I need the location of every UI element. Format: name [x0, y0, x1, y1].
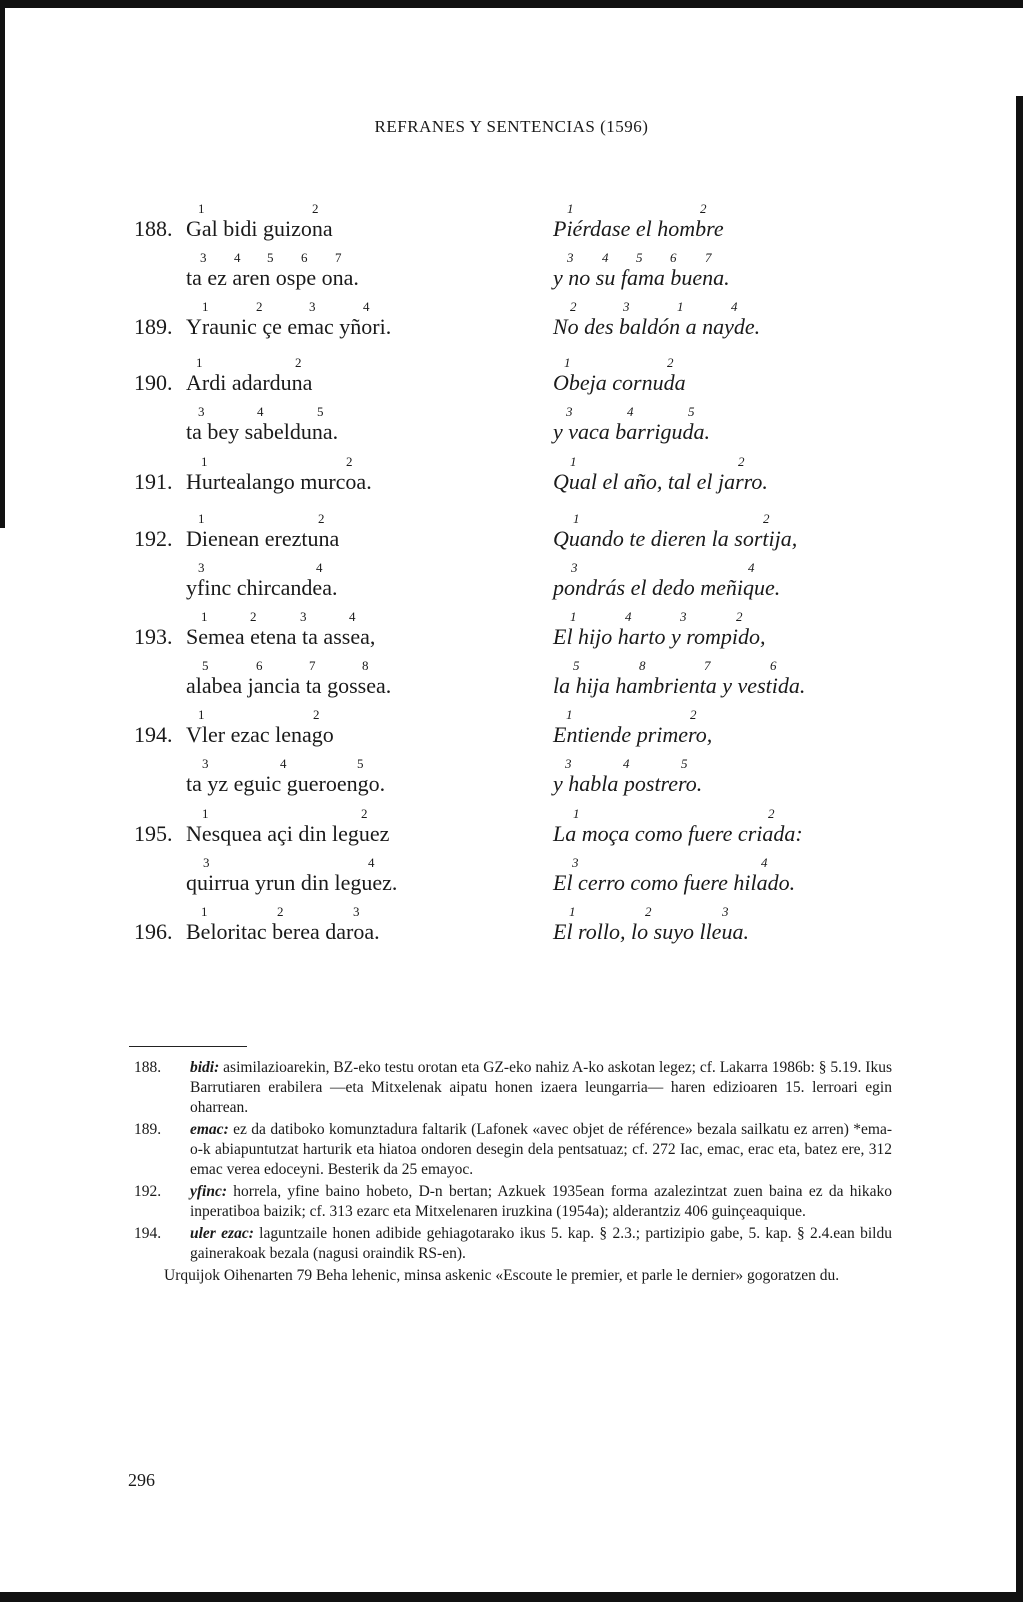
word-order-numbers [186, 659, 391, 673]
spanish-verse-text: No des baldón a nayde. [553, 314, 761, 339]
spanish-verse-text: Obeja cornuda [553, 370, 686, 395]
word-order-number: 7 [704, 658, 711, 673]
word-order-number: 2 [763, 511, 770, 526]
basque-verse-line [186, 202, 333, 242]
word-order-number: 7 [335, 250, 342, 265]
basque-verse-line [186, 455, 372, 495]
spanish-verse-line [553, 405, 710, 445]
word-order-numbers [553, 856, 795, 870]
spanish-verse-text: Quando te dieren la sortija, [553, 526, 798, 551]
word-order-number: 4 [623, 756, 630, 771]
word-order-number: 1 [202, 806, 209, 821]
spanish-verse-line [553, 905, 749, 945]
word-order-number: 3 [565, 756, 572, 771]
basque-verse-text: ta bey sabelduna. [186, 419, 339, 444]
basque-verse-text: Hurtealango murcoa. [186, 469, 372, 494]
spanish-verse-text: pondrás el dedo meñique. [553, 575, 781, 600]
word-order-number: 6 [256, 658, 263, 673]
footnote-text: laguntzaile honen adibide gehiagotarako ikus 5. kap. § 2.3.; partizipio gabe, 5. kap. § 2.4.ean bildu gainerakoak bezala (nagusi oraindik RS-en). [190, 1225, 892, 1262]
word-order-numbers [553, 356, 686, 370]
basque-verse-text: yfinc chircandea. [186, 575, 338, 600]
word-order-number: 3 [300, 609, 307, 624]
word-order-numbers [186, 807, 389, 821]
proverb-number: 196. [134, 919, 173, 944]
word-order-number: 2 [318, 511, 325, 526]
word-order-number: 2 [738, 454, 745, 469]
proverb-number: 188. [134, 216, 173, 241]
word-order-number: 4 [316, 560, 323, 575]
footnote-number: 189. [134, 1121, 162, 1138]
basque-verse-text: Nesquea açi din leguez [186, 821, 390, 846]
word-order-numbers [186, 202, 333, 216]
basque-verse-line [186, 757, 385, 797]
basque-verse-text: Ardi adarduna [186, 370, 313, 395]
word-order-number: 1 [564, 355, 571, 370]
footnote-term: emac: [190, 1121, 229, 1138]
word-order-number: 4 [234, 250, 241, 265]
basque-verse-line [186, 708, 334, 748]
word-order-number: 1 [201, 454, 208, 469]
proverb-number: 194. [134, 722, 173, 747]
word-order-number: 3 [202, 756, 209, 771]
footnote [134, 1182, 892, 1222]
word-order-number: 5 [357, 756, 364, 771]
scan-border-bottom [0, 1592, 1023, 1602]
word-order-number: 3 [722, 904, 729, 919]
word-order-numbers [186, 300, 391, 314]
word-order-number: 5 [202, 658, 209, 673]
basque-verse-line [186, 405, 338, 445]
word-order-number: 5 [573, 658, 580, 673]
proverb-number: 191. [134, 469, 173, 494]
word-order-number: 2 [277, 904, 284, 919]
word-order-number: 5 [267, 250, 274, 265]
basque-verse-text: Vler ezac lenago [186, 722, 334, 747]
word-order-number: 3 [309, 299, 316, 314]
spanish-verse-line [553, 300, 760, 340]
footnote [134, 1058, 892, 1118]
basque-verse-line [186, 251, 359, 291]
spanish-verse-text: El rollo, lo suyo lleua. [553, 919, 749, 944]
word-order-number: 3 [571, 560, 578, 575]
footnote-text: asimilazioarekin, BZ-eko testu orotan eta GZ-eko nahiz A-ko askotan legez; cf. Lakarra 1986b: § 5.19. Ikus Barrutiaren erabilera —eta Mitxelenak aipatu honen izaera leungarria— haren edizioaren 15. lerroari egin oharrean. [190, 1059, 892, 1116]
word-order-numbers [553, 202, 724, 216]
word-order-numbers [186, 757, 385, 771]
proverb-number: 193. [134, 624, 173, 649]
proverb-number: 189. [134, 314, 173, 339]
word-order-numbers [186, 512, 339, 526]
word-order-number: 2 [768, 806, 775, 821]
word-order-number: 2 [570, 299, 577, 314]
word-order-number: 6 [770, 658, 777, 673]
word-order-numbers [553, 512, 797, 526]
footnote [134, 1224, 892, 1264]
word-order-number: 2 [312, 201, 319, 216]
word-order-number: 2 [346, 454, 353, 469]
spanish-verse-line [553, 512, 797, 552]
word-order-number: 1 [573, 806, 580, 821]
word-order-number: 3 [623, 299, 630, 314]
basque-verse-line [186, 561, 337, 601]
basque-verse-text: Beloritac berea daroa. [186, 919, 380, 944]
word-order-number: 4 [368, 855, 375, 870]
word-order-number: 1 [201, 904, 208, 919]
spanish-verse-text: Qual el año, tal el jarro. [553, 469, 768, 494]
spanish-verse-text: y vaca barriguda. [553, 419, 711, 444]
spanish-verse-line [553, 708, 712, 748]
spanish-verse-text: y no su fama buena. [553, 265, 730, 290]
word-order-numbers [553, 405, 710, 419]
word-order-number: 1 [677, 299, 684, 314]
word-order-number: 5 [681, 756, 688, 771]
word-order-numbers [186, 405, 338, 419]
word-order-number: 4 [731, 299, 738, 314]
spanish-verse-line [553, 455, 768, 495]
word-order-number: 4 [257, 404, 264, 419]
footnote-number: 192. [134, 1183, 162, 1200]
word-order-numbers [186, 856, 397, 870]
word-order-number: 4 [602, 250, 609, 265]
proverb-number: 192. [134, 526, 173, 551]
word-order-number: 1 [196, 355, 203, 370]
basque-verse-line [186, 610, 375, 650]
word-order-number: 2 [295, 355, 302, 370]
word-order-numbers [553, 659, 805, 673]
basque-verse-text: Dienean ereztuna [186, 526, 340, 551]
word-order-number: 7 [705, 250, 712, 265]
basque-verse-text: ta yz eguic gueroengo. [186, 771, 386, 796]
word-order-number: 2 [700, 201, 707, 216]
word-order-number: 4 [349, 609, 356, 624]
word-order-numbers [186, 708, 334, 722]
running-header: REFRANES Y SENTENCIAS (1596) [374, 117, 649, 136]
word-order-number: 6 [301, 250, 308, 265]
footnote-number: 194. [134, 1225, 162, 1242]
footnote-text: horrela, yfine baino hobeto, D-n bertan; Azkuek 1935ean forma azalezintzat zuen baina ez da hikako inperatiboa baizik; cf. 313 ezarc eta Mitxelenaren iruzkina (1954a); alderantziz 406 guinçeaquique. [190, 1183, 892, 1220]
word-order-number: 4 [625, 609, 632, 624]
spanish-verse-line [553, 610, 765, 650]
word-order-number: 1 [567, 201, 574, 216]
basque-verse-line [186, 856, 397, 896]
proverb-number: 195. [134, 821, 173, 846]
word-order-numbers [186, 610, 375, 624]
word-order-number: 1 [202, 299, 209, 314]
word-order-numbers [186, 561, 337, 575]
footnote-rule [129, 1046, 247, 1047]
word-order-number: 1 [570, 454, 577, 469]
basque-verse-line [186, 300, 391, 340]
word-order-number: 3 [203, 855, 210, 870]
footnote [134, 1120, 892, 1180]
basque-verse-text: Gal bidi guizona [186, 216, 333, 241]
spanish-verse-text: y habla postrero. [553, 771, 703, 796]
word-order-numbers [553, 905, 749, 919]
basque-verse-line [186, 807, 389, 847]
word-order-numbers [553, 610, 765, 624]
word-order-number: 1 [570, 609, 577, 624]
word-order-number: 1 [201, 609, 208, 624]
word-order-numbers [186, 251, 359, 265]
basque-verse-text: Semea etena ta assea, [186, 624, 376, 649]
word-order-number: 3 [566, 404, 573, 419]
word-order-number: 3 [198, 560, 205, 575]
spanish-verse-line [553, 659, 805, 699]
word-order-number: 2 [361, 806, 368, 821]
footnote-term: bidi: [190, 1059, 220, 1076]
footnote-text: ez da datiboko komunztadura faltarik (Lafonek «avec objet de référence» bezala sailkatu ez arren) *ema-o-k abiapuntutzat harturik eta hiatoa ondoren desegin dela pentsatuaz; cf. 272 Iac, emac, erac eta, batez ere, 312 emac verea edoceyni. Besterik da 25 emayoc. [190, 1121, 892, 1178]
word-order-number: 1 [573, 511, 580, 526]
footnotes [134, 1058, 892, 1288]
word-order-number: 3 [567, 250, 574, 265]
basque-verse-line [186, 659, 391, 699]
scan-border-left [0, 8, 5, 528]
spanish-verse-line [553, 807, 803, 847]
word-order-number: 2 [313, 707, 320, 722]
spanish-verse-line [553, 561, 780, 601]
word-order-number: 3 [572, 855, 579, 870]
spanish-verse-line [553, 356, 686, 396]
scan-border-right [1016, 96, 1023, 1592]
word-order-number: 8 [639, 658, 646, 673]
word-order-number: 5 [317, 404, 324, 419]
basque-verse-line [186, 356, 312, 396]
footnote-term: uler ezac: [190, 1225, 254, 1242]
word-order-number: 2 [645, 904, 652, 919]
word-order-number: 1 [198, 707, 205, 722]
basque-verse-line [186, 512, 339, 552]
page-number: 296 [128, 1470, 155, 1490]
spanish-verse-text: Piérdase el hombre [553, 216, 724, 241]
word-order-number: 2 [736, 609, 743, 624]
word-order-number: 4 [280, 756, 287, 771]
word-order-number: 5 [688, 404, 695, 419]
spanish-verse-text: La moça como fuere criada: [553, 821, 803, 846]
word-order-numbers [186, 455, 372, 469]
word-order-number: 4 [627, 404, 634, 419]
word-order-number: 6 [670, 250, 677, 265]
scan-border-top [0, 0, 1023, 8]
footnote [134, 1266, 892, 1286]
footnote-term: yfinc: [190, 1183, 228, 1200]
word-order-number: 1 [198, 511, 205, 526]
word-order-number: 2 [250, 609, 257, 624]
footnote-number: 188. [134, 1059, 162, 1076]
word-order-numbers [553, 300, 760, 314]
word-order-number: 3 [353, 904, 360, 919]
word-order-number: 3 [198, 404, 205, 419]
spanish-verse-text: la hija hambrienta y vestida. [553, 673, 806, 698]
word-order-number: 1 [566, 707, 573, 722]
spanish-verse-line [553, 856, 795, 896]
word-order-number: 4 [363, 299, 370, 314]
word-order-numbers [553, 251, 730, 265]
word-order-number: 4 [748, 560, 755, 575]
spanish-verse-text: El hijo harto y rompido, [553, 624, 766, 649]
word-order-numbers [553, 455, 768, 469]
word-order-number: 7 [309, 658, 316, 673]
word-order-number: 3 [200, 250, 207, 265]
spanish-verse-text: Entiende primero, [553, 722, 713, 747]
spanish-verse-text: El cerro como fuere hilado. [553, 870, 796, 895]
word-order-number: 4 [761, 855, 768, 870]
basque-verse-text: Yraunic çe emac yñori. [186, 314, 392, 339]
word-order-numbers [553, 708, 712, 722]
proverb-number: 190. [134, 370, 173, 395]
spanish-verse-line [553, 757, 702, 797]
word-order-number: 2 [667, 355, 674, 370]
word-order-numbers [186, 356, 312, 370]
word-order-numbers [553, 561, 780, 575]
word-order-numbers [186, 905, 380, 919]
word-order-number: 2 [256, 299, 263, 314]
spanish-verse-line [553, 251, 730, 291]
footnote-text: Urquijok Oihenarten 79 Beha lehenic, minsa askenic «Escoute le premier, et parle le dernier» gogoratzen du. [164, 1267, 840, 1284]
word-order-number: 3 [680, 609, 687, 624]
word-order-numbers [553, 757, 702, 771]
spanish-verse-line [553, 202, 724, 242]
basque-verse-text: alabea jancia ta gossea. [186, 673, 392, 698]
word-order-numbers [553, 807, 803, 821]
basque-verse-text: ta ez aren ospe ona. [186, 265, 359, 290]
basque-verse-text: quirrua yrun din leguez. [186, 870, 398, 895]
word-order-number: 1 [198, 201, 205, 216]
word-order-number: 2 [690, 707, 697, 722]
word-order-number: 1 [569, 904, 576, 919]
basque-verse-line [186, 905, 380, 945]
word-order-number: 5 [636, 250, 643, 265]
word-order-number: 8 [362, 658, 369, 673]
